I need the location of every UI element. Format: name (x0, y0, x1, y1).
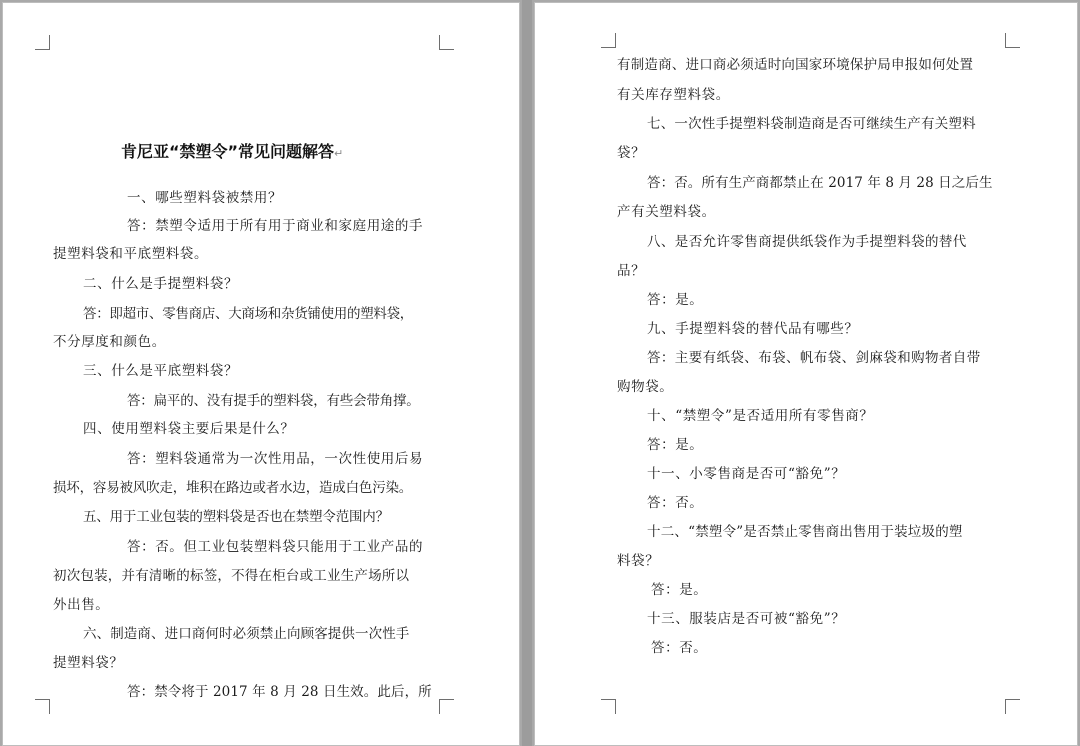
answer-line: 损坏，容易被风吹走，堆积在路边或者水边，造成白色污染。 (53, 480, 413, 496)
question-line: 提塑料袋？ (53, 655, 124, 671)
answer-line: 外出售。 (53, 597, 110, 613)
answer-line: 答：是。 (647, 437, 704, 453)
margin-corner-mark (601, 33, 616, 48)
question-line: 一、哪些塑料袋被禁用？ (127, 190, 283, 206)
question-line: 品？ (617, 263, 646, 279)
answer-line: 产有关塑料袋。 (617, 204, 716, 220)
answer-line: 提塑料袋和平底塑料袋。 (53, 246, 209, 262)
question-line: 十二、“禁塑令”是否禁止零售商出售用于装垃圾的塑 (647, 524, 963, 540)
document-page-right[interactable] (534, 2, 1078, 746)
answer-line: 购物袋。 (617, 379, 674, 395)
question-line: 七、一次性手提塑料袋制造商是否可继续生产有关塑料 (647, 116, 976, 132)
margin-corner-mark (1005, 699, 1020, 714)
margin-corner-mark (601, 699, 616, 714)
margin-corner-mark (35, 699, 50, 714)
answer-line: 有关库存塑料袋。 (617, 87, 730, 103)
answer-line: 答：否。 (651, 640, 708, 656)
answer-line: 答：是。 (651, 582, 708, 598)
document-title: 肯尼亚“禁塑令”常见问题解答↵ (121, 142, 344, 161)
answer-line: 初次包装，并有清晰的标签，不得在柜台或工业生产场所以 (53, 568, 410, 584)
answer-line: 答：即超市、零售商店、大商场和杂货铺使用的塑料袋， (83, 306, 413, 322)
question-line: 料袋？ (617, 553, 660, 569)
question-line: 九、手提塑料袋的替代品有哪些？ (647, 321, 859, 337)
margin-corner-mark (35, 35, 50, 50)
margin-corner-mark (1005, 33, 1020, 48)
question-line: 八、是否允许零售商提供纸袋作为手提塑料袋的替代 (647, 234, 967, 250)
answer-line: 答：否。 (647, 495, 704, 511)
question-line: 四、使用塑料袋主要后果是什么？ (83, 421, 295, 437)
answer-line: 答：扁平的、没有提手的塑料袋，有些会带角撑。 (127, 393, 420, 409)
answer-line: 答：禁令将于 2017 年 8 月 28 日生效。此后，所 (127, 684, 432, 700)
answer-line: 有制造商、进口商必须适时向国家环境保护局申报如何处置 (617, 57, 974, 73)
answer-line: 答：主要有纸袋、布袋、帆布袋、剑麻袋和购物者自带 (647, 350, 981, 366)
question-line: 十、“禁塑令”是否适用所有零售商？ (647, 408, 874, 424)
answer-line: 答：否。所有生产商都禁止在 2017 年 8 月 28 日之后生 (647, 175, 993, 191)
question-line: 十一、小零售商是否可“豁免”？ (647, 466, 846, 482)
question-line: 六、制造商、进口商何时必须禁止向顾客提供一次性手 (83, 626, 410, 642)
answer-line: 答：否。但工业包装塑料袋只能用于工业产品的 (127, 539, 424, 555)
page-gap (522, 0, 532, 746)
answer-line: 不分厚度和颜色。 (53, 334, 166, 350)
answer-line: 答：塑料袋通常为一次性用品，一次性使用后易 (127, 451, 424, 467)
question-line: 五、用于工业包装的塑料袋是否也在禁塑令范围内？ (83, 509, 389, 525)
answer-line: 答：是。 (647, 292, 704, 308)
margin-corner-mark (439, 35, 454, 50)
question-line: 袋？ (617, 145, 646, 161)
document-page-left[interactable] (2, 2, 520, 746)
margin-corner-mark (439, 699, 454, 714)
question-line: 三、什么是平底塑料袋？ (83, 363, 239, 379)
paragraph-mark-icon: ↵ (334, 147, 344, 160)
question-line: 十三、服装店是否可被“豁免”？ (647, 611, 846, 627)
answer-line: 答：禁塑令适用于所有用于商业和家庭用途的手 (127, 218, 424, 234)
question-line: 二、什么是手提塑料袋？ (83, 276, 239, 292)
